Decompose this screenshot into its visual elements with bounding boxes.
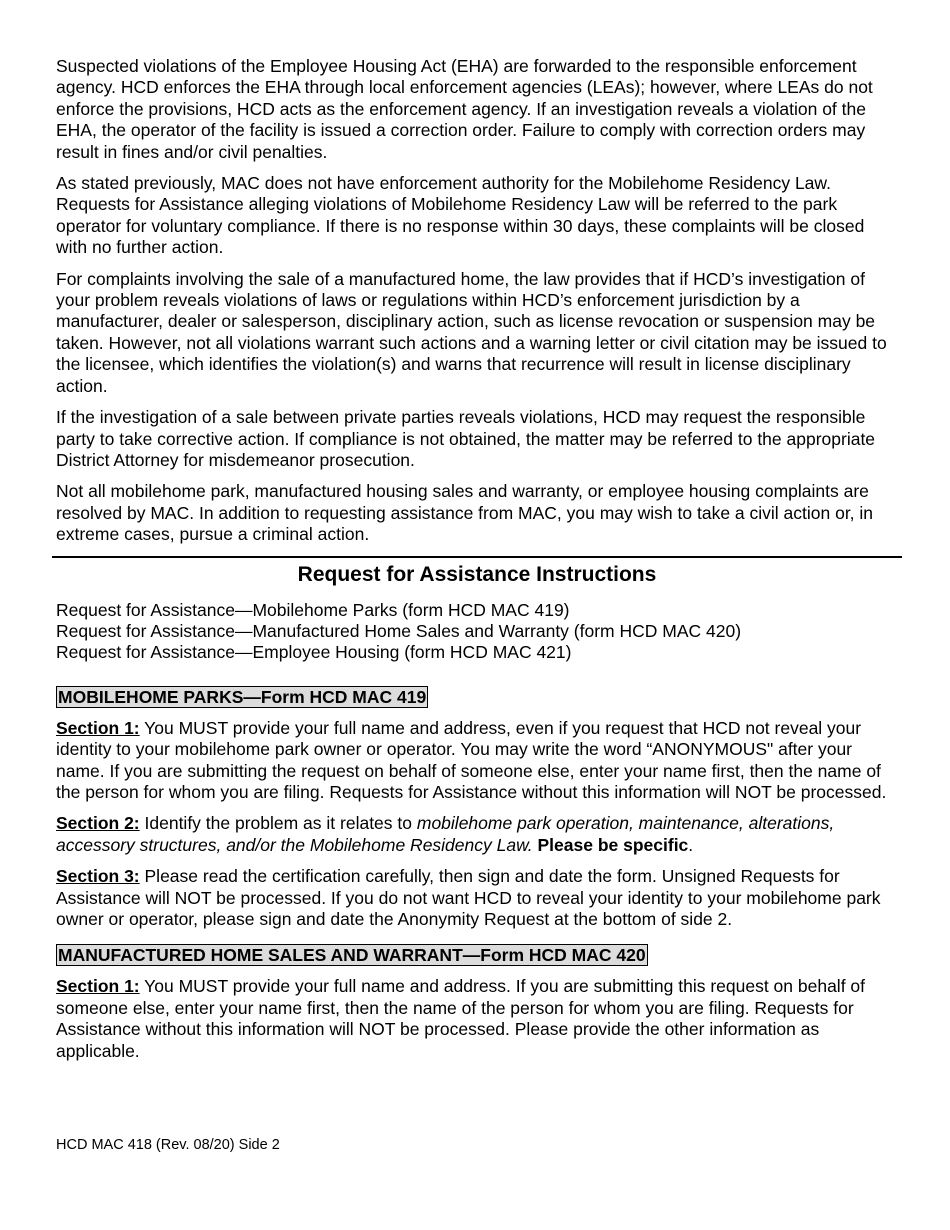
- mobilehome-section-3: [56, 866, 898, 930]
- form-list-item: Request for Assistance—Manufactured Home Sales and Warranty (form HCD MAC 420): [56, 620, 742, 641]
- section-text: Please read the certification carefully, then sign and date the form. Unsigned Requests for Assistance will NOT be processed. If you do not want HCD to reveal your identity to your mobilehome park owner or operator, please sign and date the Anonymity Request at the bottom of side 2.: [56, 866, 881, 929]
- manufactured-home-heading: MANUFACTURED HOME SALES AND WARRANT—Form HCD MAC 420: [58, 945, 646, 966]
- section-italic-text: mobilehome park operation, maintenance, alterations, accessory structures, and/or the Mobilehome Residency Law.: [56, 813, 835, 855]
- section-label: Section 1:: [56, 976, 140, 997]
- intro-paragraph-private: If the investigation of a sale between private parties reveals violations, HCD may request the responsible party to take corrective action. If compliance is not obtained, the matter may be referred to the appropriate District Attorney for misdemeanor prosecution.: [56, 407, 876, 470]
- section-bold-text: Please be specific: [537, 834, 689, 855]
- manufactured-section-1: [56, 976, 898, 1062]
- form-list: [56, 600, 898, 664]
- form-list-item: Request for Assistance—Employee Housing (form HCD MAC 421): [56, 642, 572, 663]
- page-footer: HCD MAC 418 (Rev. 08/20) Side 2: [56, 1137, 280, 1153]
- section-text: You MUST provide your full name and address. If you are submitting this request on behalf of someone else, enter your name first, then the name of the person for whom you are filing. Requests for Assistance without this information will NOT be processed. Please provide the other information as applicable.: [56, 976, 866, 1061]
- intro-paragraph-sales: For complaints involving the sale of a manufactured home, the law provides that if HCD’s investigation of your problem reveals violations of laws or regulations within HCD’s enforcement jurisdiction by a manufacturer, dealer or salesperson, disciplinary action, such as license revocation or suspension may be taken. However, not all violations warrant such actions and a warning letter or civil citation may be issued to the licensee, which identifies the violation(s) and warns that recurrence will result in license disciplinary action.: [56, 268, 887, 396]
- document-page: [56, 56, 898, 1072]
- mobilehome-section-2: [56, 813, 898, 856]
- instructions-title: Request for Assistance Instructions: [297, 562, 657, 586]
- form-list-item: Request for Assistance—Mobilehome Parks (form HCD MAC 419): [56, 599, 570, 620]
- mobilehome-section-1: [56, 718, 898, 804]
- section-text: Identify the problem as it relates to: [139, 813, 417, 834]
- intro-paragraph-civil: Not all mobilehome park, manufactured housing sales and warranty, or employee housing complaints are resolved by MAC. In addition to requesting assistance from MAC, you may wish to take a civil action or, in extreme cases, pursue a criminal action.: [56, 481, 874, 545]
- intro-paragraph-mrl: As stated previously, MAC does not have enforcement authority for the Mobilehome Residency Law. Requests for Assistance alleging violations of Mobilehome Residency Law will be referred to the park operator for voluntary compliance. If there is no response within 30 days, these complaints will be closed with no further action.: [56, 173, 865, 258]
- section-divider: [52, 556, 902, 558]
- section-label: Section 3:: [56, 866, 140, 887]
- section-label: Section 1:: [56, 717, 140, 738]
- section-text: You MUST provide your full name and address, even if you request that HCD not reveal your identity to your mobilehome park owner or operator. You may write the word “ANONYMOUS" after your name. If you are submitting the request on behalf of someone else, enter your name first, then the name of the person for whom you are filing. Requests for Assistance without this information will NOT be processed.: [56, 717, 887, 802]
- section-label: Section 2:: [56, 813, 140, 834]
- section-text-end: .: [688, 834, 694, 855]
- mobilehome-parks-heading: MOBILEHOME PARKS—Form HCD MAC 419: [58, 686, 427, 707]
- intro-paragraph-eha: Suspected violations of the Employee Housing Act (EHA) are forwarded to the responsible enforcement agency. HCD enforces the EHA through local enforcement agencies (LEAs); however, where LEAs do not enforce the provisions, HCD acts as the enforcement agency. If an investigation reveals a violation of the EHA, the operator of the facility is issued a correction order. Failure to comply with correction orders may result in fines and/or civil penalties.: [56, 56, 873, 162]
